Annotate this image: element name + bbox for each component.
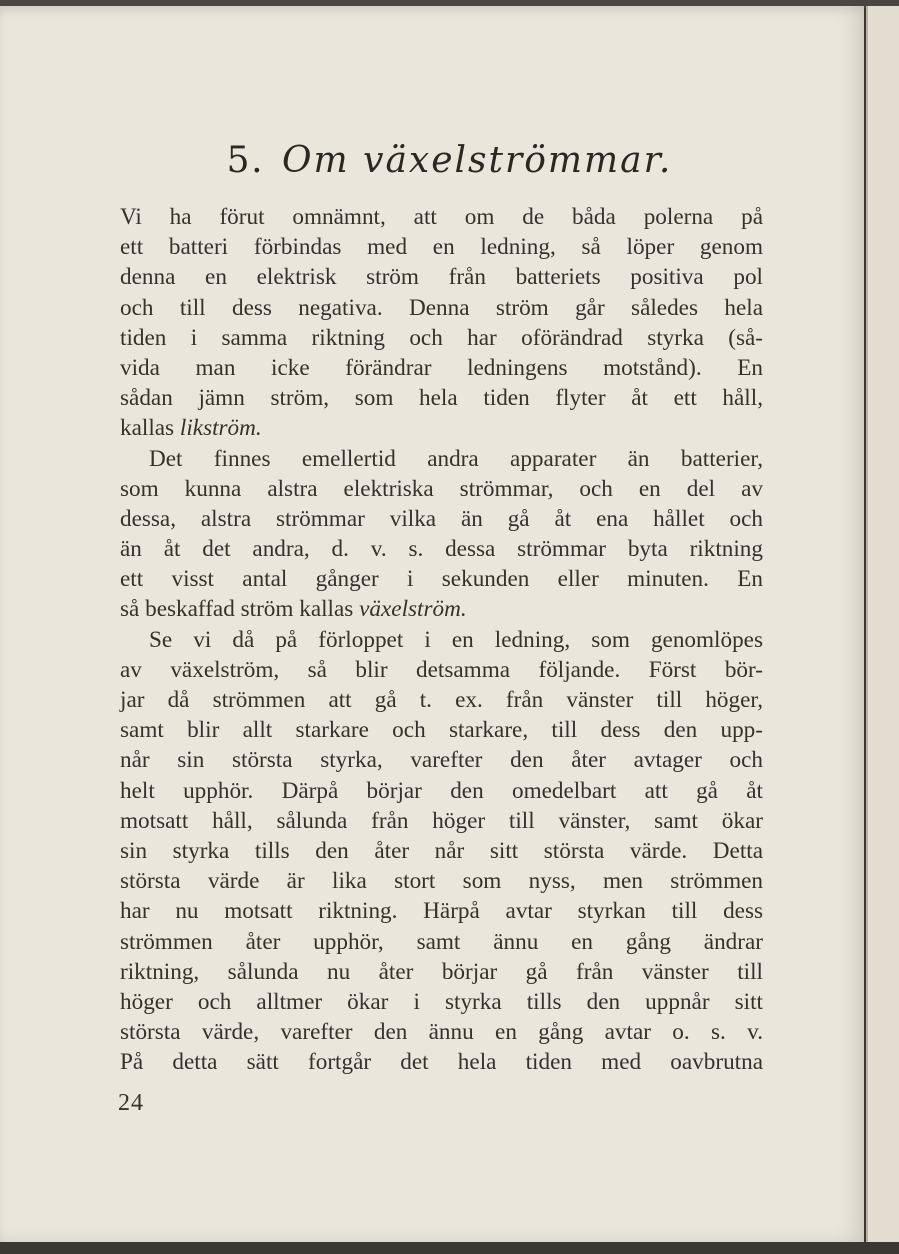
- section-number: 5.: [226, 140, 265, 181]
- page-number: 24: [118, 1090, 144, 1116]
- text-line: och till dess negativa. Denna ström går således hela: [120, 294, 763, 321]
- text-line: samt blir allt starkare och starkare, till dess den upp-: [120, 717, 763, 744]
- text-line: jar då strömmen att gå t. ex. från vänster till höger,: [120, 687, 763, 713]
- text-line: motsatt håll, sålunda från höger till vänster, samt ökar: [120, 807, 763, 834]
- text-fragment: kallas: [120, 415, 175, 442]
- text-line: av växelström, så blir detsamma följande. Först bör-: [120, 656, 763, 683]
- text-line: riktning, sålunda nu åter börjar gå från vänster till: [120, 958, 763, 985]
- text-line: största värde är lika stort som nyss, men strömmen: [120, 868, 763, 895]
- text-line: tiden i samma riktning och har oförändrad styrka (så-: [120, 324, 763, 351]
- text-line: helt upphör. Därpå börjar den omedelbart att gå åt: [120, 777, 763, 804]
- text-line: sådan jämn ström, som hela tiden flyter åt ett håll,: [120, 385, 763, 412]
- text-line: har nu motsatt riktning. Härpå avtar styrkan till dess: [120, 898, 763, 925]
- text-line: sin styrka tills den åter når sitt största värde. Detta: [120, 837, 763, 864]
- text-line: än åt det andra, d. v. s. dessa strömmar byta riktning: [120, 536, 763, 563]
- text-fragment: så beskaffad ström kallas: [120, 596, 354, 623]
- body-text: [120, 202, 763, 1077]
- section-heading: [0, 140, 899, 181]
- term-likstrom: likström.: [179, 415, 262, 442]
- background-bottom-edge: [0, 1242, 899, 1254]
- text-line: Vi ha förut omnämnt, att om de båda polerna på: [120, 204, 763, 230]
- text-line: strömmen åter upphör, samt ännu en gång ändrar: [120, 928, 763, 955]
- text-line: största värde, varefter den ännu en gång avtar o. s. v.: [120, 1019, 763, 1046]
- text-line: Det finnes emellertid andra apparater än batterier,: [149, 445, 763, 472]
- text-line: denna en elektrisk ström från batteriets positiva pol: [120, 264, 763, 291]
- text-line: Se vi då på förloppet i en ledning, som genomlöpes: [149, 626, 763, 653]
- text-line: [120, 413, 763, 443]
- text-line: når sin största styrka, varefter den åter avtager och: [120, 747, 763, 774]
- text-line: [120, 594, 763, 624]
- text-line: På detta sätt fortgår det hela tiden med oavbrutna: [120, 1049, 763, 1076]
- facing-page-edge: [866, 6, 899, 1246]
- text-line: ett batteri förbindas med en ledning, så löper genom: [120, 234, 763, 261]
- text-line: som kunna alstra elektriska strömmar, och en del av: [120, 475, 763, 502]
- text-line: höger och alltmer ökar i styrka tills den uppnår sitt: [120, 988, 763, 1015]
- text-line: dessa, alstra strömmar vilka än gå åt ena hållet och: [120, 505, 763, 532]
- text-line: ett visst antal gånger i sekunden eller minuten. En: [120, 566, 763, 593]
- text-line: vida man icke förändrar ledningens motstånd). En: [120, 354, 763, 381]
- section-title: Om växelströmmar.: [282, 140, 673, 181]
- term-vaxelstrom: växelström.: [359, 596, 467, 623]
